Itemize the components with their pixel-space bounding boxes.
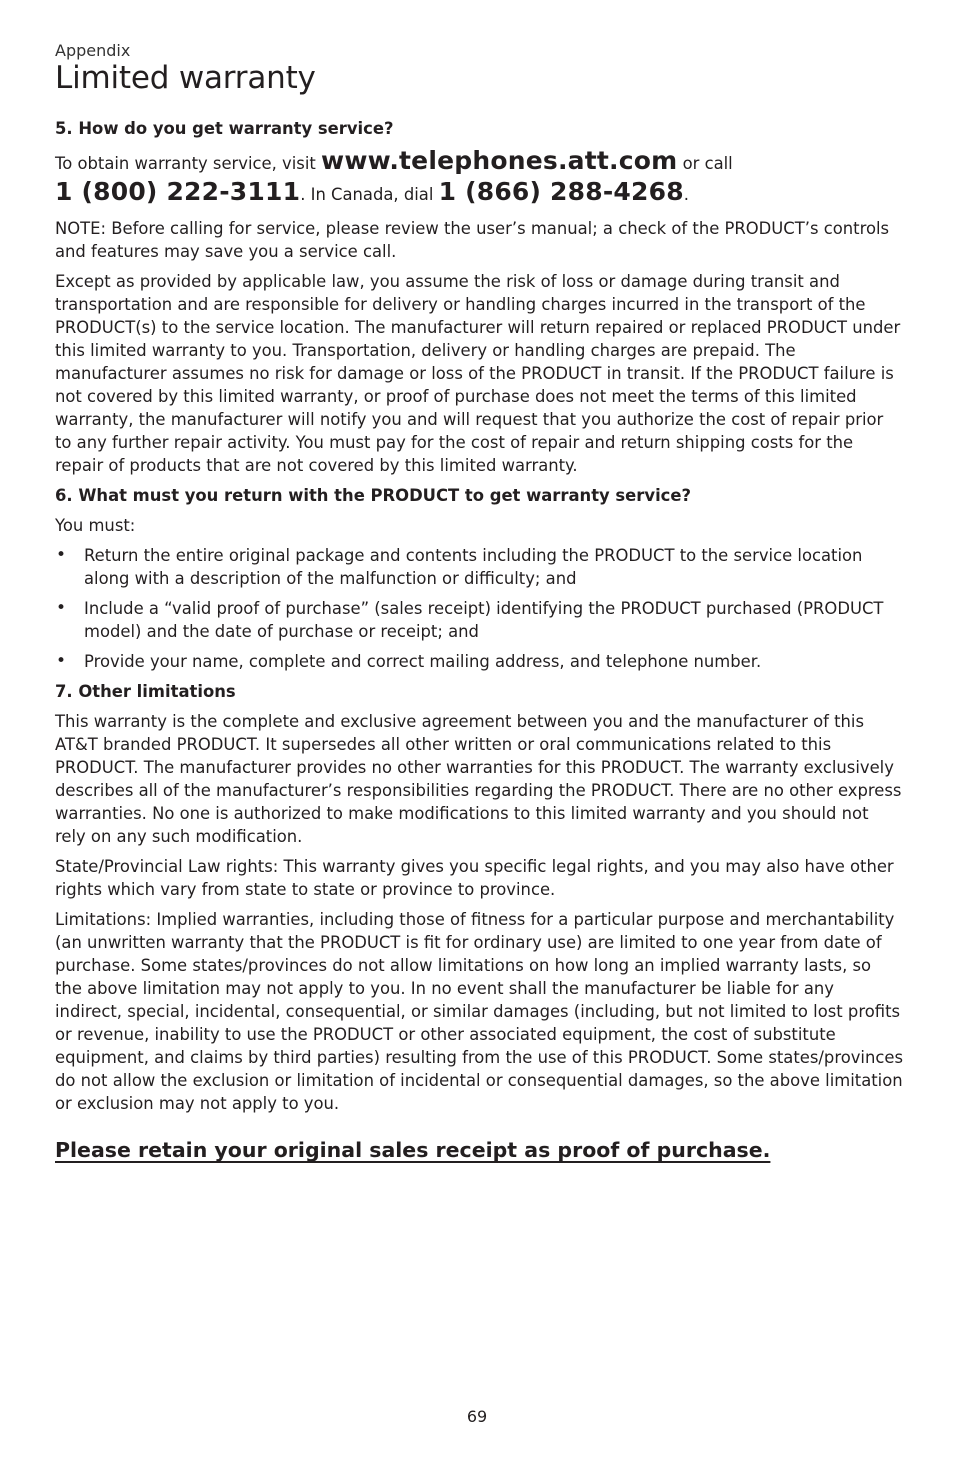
section-5-heading: 5. How do you get warranty service?	[55, 119, 394, 138]
service-note: NOTE: Before calling for service, please review the user’s manual; a check of the PRODUCT’s controls and features may save you a service call.	[55, 219, 890, 261]
website-link[interactable]: www.telephones.att.com	[321, 146, 678, 175]
section-label: Appendix	[55, 41, 131, 60]
return-requirements-list	[55, 544, 903, 673]
contact-intro: To obtain warranty service, visit	[55, 154, 322, 173]
phone-canada: 1 (866) 288-4268	[438, 177, 684, 206]
section-6-heading: 6. What must you return with the PRODUCT to get warranty service?	[55, 486, 692, 505]
agreement-paragraph: This warranty is the complete and exclusive agreement between you and the manufacturer of this AT&T branded PRODUCT. It supersedes all other written or oral communications related to this PRODUCT. The manufacturer provides no other warranties for this PRODUCT. The warranty exclusively describes all of the manufacturer’s responsibilities regarding the PRODUCT. There are no other express warranties. No one is authorized to make modifications to this limited warranty and you should not rely on any such modification.	[55, 712, 902, 846]
page-number: 69	[466, 1407, 488, 1426]
phone-us: 1 (800) 222-3111	[55, 177, 301, 206]
period: .	[683, 185, 690, 204]
list-item: • Return the entire original package and contents including the PRODUCT to the service location along with a description of the malfunction or difficulty; and	[56, 545, 863, 588]
list-item: • Provide your name, complete and correct mailing address, and telephone number.	[56, 651, 762, 671]
section-7-heading: 7. Other limitations	[55, 682, 236, 701]
law-rights-paragraph: State/Provincial Law rights: This warranty gives you specific legal rights, and you may also have other rights which vary from state to state or province to province.	[55, 857, 894, 899]
bullet-icon: •	[56, 598, 67, 618]
page-title: Limited warranty	[55, 60, 316, 96]
canada-text: . In Canada, dial	[300, 185, 439, 204]
or-call-text: or call	[677, 154, 733, 173]
you-must-text: You must:	[55, 516, 136, 535]
bullet-icon: •	[56, 545, 67, 565]
list-item: • Include a “valid proof of purchase” (sales receipt) identifying the PRODUCT purchased (PRODUCT model) and the date of purchase or receipt; and	[56, 598, 884, 641]
retain-receipt-note: Please retain your original sales receipt as proof of purchase.	[55, 1138, 771, 1162]
page-content	[55, 117, 903, 1162]
limitations-paragraph: Limitations: Implied warranties, including those of fitness for a particular purpose and merchantability (an unwritten warranty that the PRODUCT is fit for ordinary use) are limited to one year from date of purchase. Some states/provinces do not allow limitations on how long an implied warranty lasts, so the above limitation may not apply to you. In no event shall the manufacturer be liable for any indirect, special, incidental, consequential, or similar damages (including, but not limited to lost profits or revenue, inability to use the PRODUCT or other associated equipment, the cost of substitute equipment, and claims by third parties) resulting from the use of this PRODUCT. Some states/provinces do not allow the exclusion or limitation of incidental or consequential damages, so the above limitation or exclusion may not apply to you.	[55, 910, 904, 1113]
bullet-icon: •	[56, 651, 67, 671]
service-contact	[55, 147, 903, 210]
transport-paragraph: Except as provided by applicable law, you assume the risk of loss or damage during transit and transportation and are responsible for delivery or handling charges incurred in the transport of the PRODUCT(s) to the service location. The manufacturer will return repaired or replaced PRODUCT under this limited warranty to you. Transportation, delivery or handling charges are prepaid. The manufacturer assumes no risk for damage or loss of the PRODUCT in transit. If the PRODUCT failure is not covered by this limited warranty, or proof of purchase does not meet the terms of this limited warranty, the manufacturer will notify you and will request that you authorize the cost of repair prior to any further repair activity. You must pay for the cost of repair and return shipping costs for the repair of products that are not covered by this limited warranty.	[55, 272, 901, 475]
